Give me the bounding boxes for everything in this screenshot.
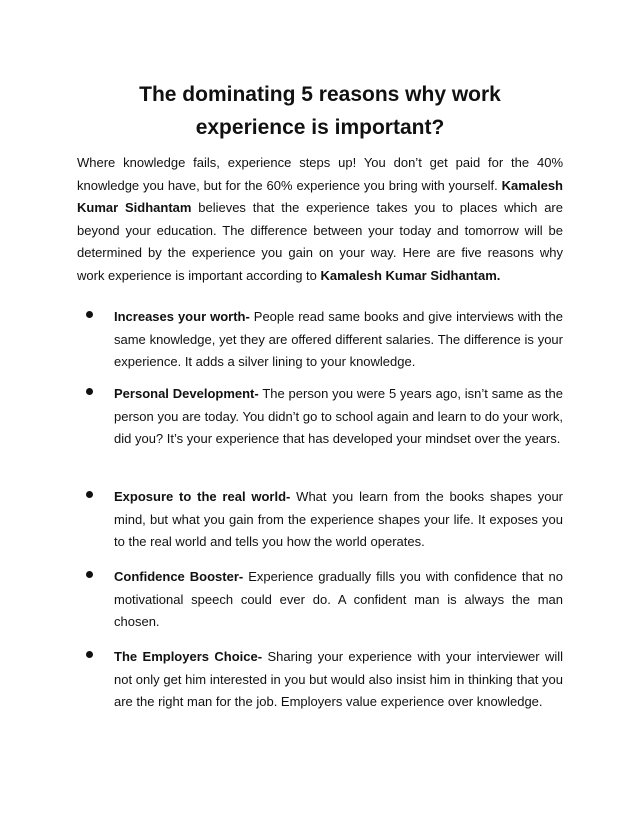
reason-body: People read same books and give interviews with the same knowledge, yet they are offered different salaries. The difference is your experience. It adds a silver lining to your knowledge. xyxy=(114,309,563,369)
list-item xyxy=(77,646,563,714)
reason-title: Personal Development- xyxy=(114,386,259,401)
intro-text-1: Where knowledge fails, experience steps up! You don’t get paid for the 40% knowledge you have, but for the 60% experience you bring with yourself. xyxy=(77,155,563,193)
title-line-2: experience is important? xyxy=(195,116,445,139)
document-title xyxy=(80,78,560,144)
reason-body: What you learn from the books shapes your mind, but what you gain from the experience shapes your life. It exposes you to the real world and tells you how the world operates. xyxy=(114,489,564,549)
author-name: Kamalesh Kumar Sidhantam xyxy=(77,177,563,215)
reason-body: Experience gradually fills you with confidence that no motivational speech could ever do. A confident man is always the man chosen. xyxy=(114,569,563,629)
reason-text xyxy=(114,646,563,714)
bullet-icon xyxy=(86,651,93,658)
list-item xyxy=(77,486,563,554)
list-item xyxy=(77,306,563,374)
list-item xyxy=(77,383,563,451)
intro-paragraph xyxy=(77,152,563,287)
bullet-icon xyxy=(86,491,93,498)
reason-text xyxy=(114,566,563,634)
title-line-1: The dominating 5 reasons why work xyxy=(139,83,501,106)
reason-title: Exposure to the real world- xyxy=(114,489,291,504)
reason-title: Increases your worth- xyxy=(114,309,250,324)
bullet-icon xyxy=(86,311,93,318)
reason-text xyxy=(114,306,563,374)
list-item xyxy=(77,566,563,634)
reason-body: Sharing your experience with your interviewer will not only get him interested in you but would also insist him in thinking that you are the right man for the job. Employers value experience over knowledge. xyxy=(114,649,563,709)
reason-title: Confidence Booster- xyxy=(114,569,244,584)
reason-body: The person you were 5 years ago, isn’t same as the person you are today. You didn’t go to school again and learn to do your work, did you? It’s your experience that has developed your mindset over the years. xyxy=(114,386,563,446)
author-name-2: Kamalesh Kumar Sidhantam. xyxy=(320,267,501,283)
reason-text xyxy=(114,383,563,451)
bullet-icon xyxy=(86,388,93,395)
bullet-icon xyxy=(86,571,93,578)
intro-text-2: believes that the experience takes you to places which are beyond your education. The difference between your today and tomorrow will be determined by the experience you gain on your way. Here are five reasons why work experience is important according to xyxy=(77,200,563,283)
reason-title: The Employers Choice- xyxy=(114,649,263,664)
reason-text xyxy=(114,486,563,554)
